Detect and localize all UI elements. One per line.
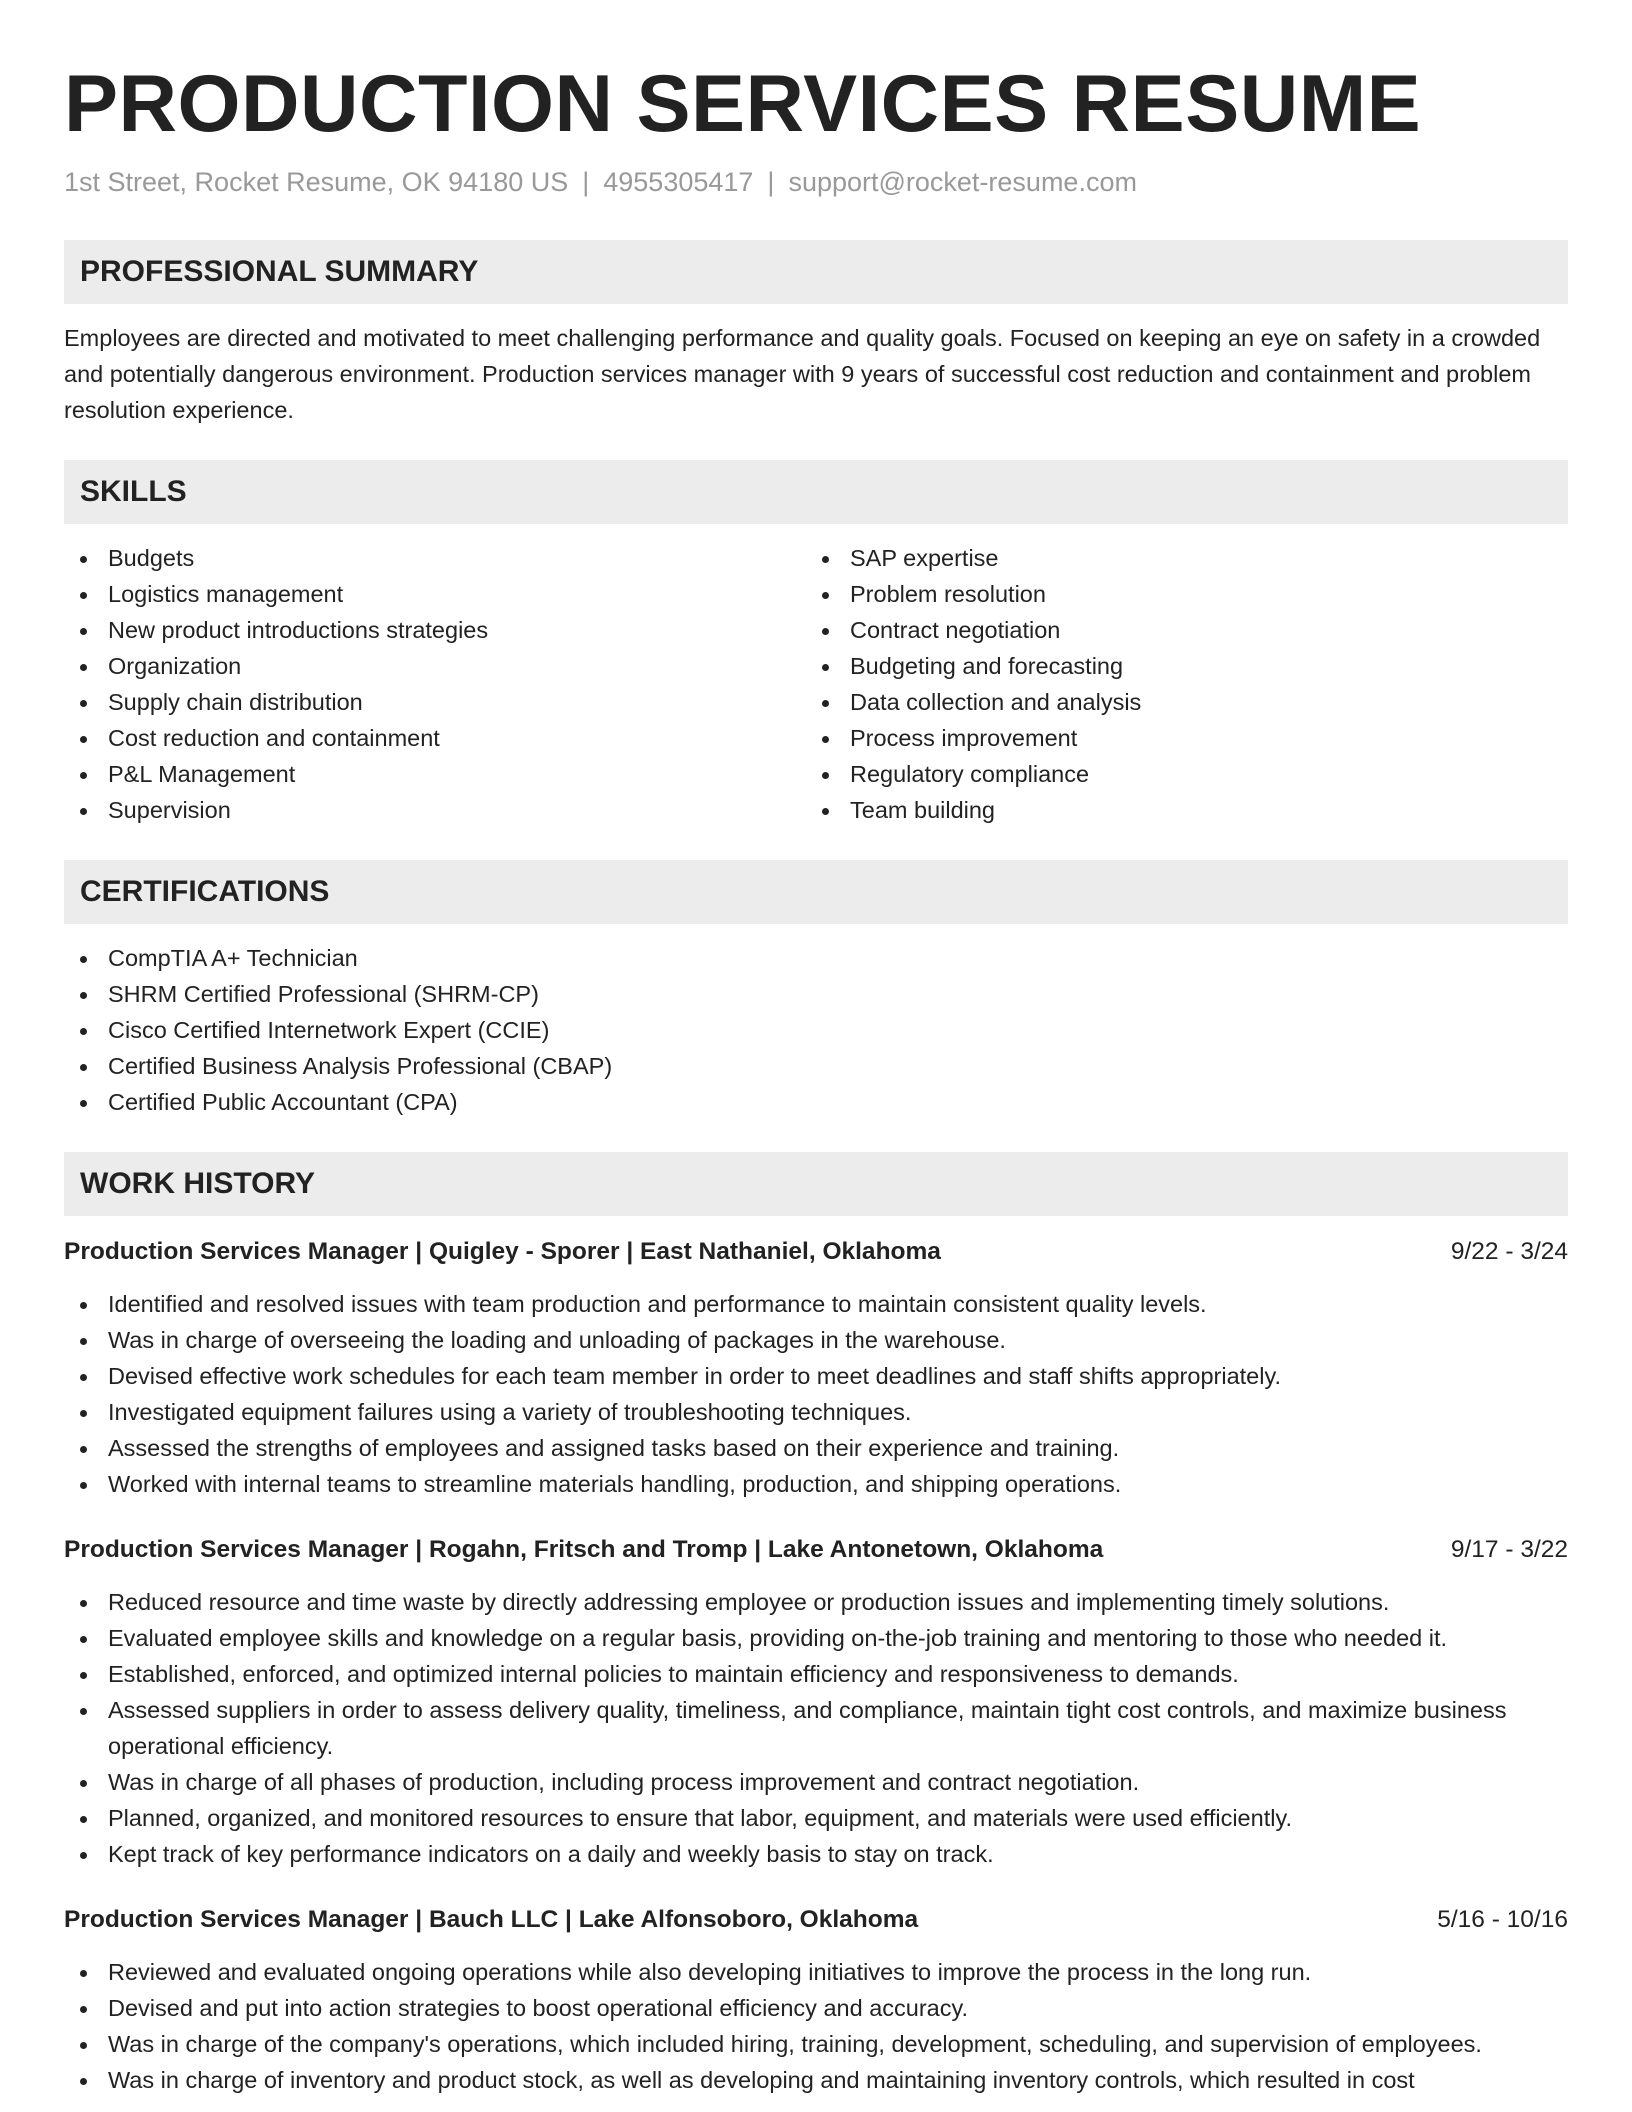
skill-item: P&L Management [64, 756, 806, 792]
responsibility-item: Evaluated employee skills and knowledge on a regular basis, providing on-the-job training and mentoring to those who needed it. [64, 1620, 1568, 1656]
contact-phone: 4955305417 [603, 167, 754, 197]
resume-title: PRODUCTION SERVICES RESUME [64, 59, 1422, 149]
skill-item: Budgeting and forecasting [806, 648, 1548, 684]
job-responsibilities [64, 1584, 1568, 1872]
section-heading-summary: PROFESSIONAL SUMMARY [64, 240, 1568, 304]
skill-item: Data collection and analysis [806, 684, 1548, 720]
responsibility-item: Worked with internal teams to streamline materials handling, production, and shipping operations. [64, 1466, 1568, 1502]
skill-item: Logistics management [64, 576, 806, 612]
skill-item: Supply chain distribution [64, 684, 806, 720]
job-header [64, 1234, 1568, 1270]
job-responsibilities [64, 1954, 1568, 2098]
skills-column-left [64, 540, 806, 828]
skill-item: New product introductions strategies [64, 612, 806, 648]
responsibility-item: Was in charge of overseeing the loading and unloading of packages in the warehouse. [64, 1322, 1568, 1358]
responsibility-item: Was in charge of inventory and product stock, as well as developing and maintaining inventory controls, which resulted in cost [64, 2062, 1568, 2098]
responsibility-item: Reduced resource and time waste by directly addressing employee or production issues and implementing timely solutions. [64, 1584, 1568, 1620]
skill-item: Organization [64, 648, 806, 684]
certification-item: Cisco Certified Internetwork Expert (CCIE) [64, 1012, 1568, 1048]
contact-line [64, 164, 1568, 200]
job-entry [64, 1902, 1568, 2098]
skill-item: Process improvement [806, 720, 1548, 756]
contact-address: 1st Street, Rocket Resume, OK 94180 US [64, 167, 569, 197]
work-history-list [64, 1234, 1568, 2098]
skills-grid [64, 540, 1568, 828]
certification-item: Certified Business Analysis Professional (CBAP) [64, 1048, 1568, 1084]
contact-separator: | [582, 167, 590, 197]
job-dates: 9/22 - 3/24 [1450, 1238, 1568, 1265]
skill-item: Cost reduction and containment [64, 720, 806, 756]
skills-column-right [806, 540, 1548, 828]
summary-text: Employees are directed and motivated to meet challenging performance and quality goals. Focused on keeping an eye on safety in a crowded and potentially dangerous environment. Production services manager with 9 years of successful cost reduction and containment and problem resolution experience. [64, 325, 1541, 423]
job-title: Production Services Manager | Quigley - Sporer | East Nathaniel, Oklahoma [64, 1238, 941, 1265]
skill-item: Team building [806, 792, 1548, 828]
certification-item: CompTIA A+ Technician [64, 940, 1568, 976]
certification-list [64, 940, 1568, 1120]
responsibility-item: Was in charge of all phases of production, including process improvement and contract negotiation. [64, 1764, 1568, 1800]
responsibility-item: Reviewed and evaluated ongoing operations while also developing initiatives to improve the process in the long run. [64, 1954, 1568, 1990]
job-title: Production Services Manager | Bauch LLC | Lake Alfonsoboro, Oklahoma [64, 1906, 919, 1933]
job-entry [64, 1234, 1568, 1502]
certification-item: SHRM Certified Professional (SHRM-CP) [64, 976, 1568, 1012]
job-header [64, 1902, 1568, 1938]
job-dates: 9/17 - 3/22 [1450, 1536, 1568, 1563]
section-heading-certifications: CERTIFICATIONS [64, 860, 1568, 924]
skill-item: Problem resolution [806, 576, 1548, 612]
responsibility-item: Devised and put into action strategies to boost operational efficiency and accuracy. [64, 1990, 1568, 2026]
job-entry [64, 1532, 1568, 1872]
job-dates: 5/16 - 10/16 [1437, 1906, 1568, 1933]
skill-item: Budgets [64, 540, 806, 576]
skill-item: Contract negotiation [806, 612, 1548, 648]
responsibility-item: Kept track of key performance indicators on a daily and weekly basis to stay on track. [64, 1836, 1568, 1872]
job-title: Production Services Manager | Rogahn, Fritsch and Tromp | Lake Antonetown, Oklahoma [64, 1536, 1104, 1563]
responsibility-item: Assessed suppliers in order to assess delivery quality, timeliness, and compliance, maintain tight cost controls, and maximize business operational efficiency. [64, 1692, 1568, 1764]
section-heading-work-history: WORK HISTORY [64, 1152, 1568, 1216]
skill-item: Regulatory compliance [806, 756, 1548, 792]
responsibility-item: Assessed the strengths of employees and assigned tasks based on their experience and training. [64, 1430, 1568, 1466]
skill-item: SAP expertise [806, 540, 1548, 576]
certification-item: Certified Public Accountant (CPA) [64, 1084, 1568, 1120]
responsibility-item: Planned, organized, and monitored resources to ensure that labor, equipment, and materials were used efficiently. [64, 1800, 1568, 1836]
contact-separator: | [767, 167, 775, 197]
job-header [64, 1532, 1568, 1568]
section-heading-skills: SKILLS [64, 460, 1568, 524]
responsibility-item: Identified and resolved issues with team production and performance to maintain consistent quality levels. [64, 1286, 1568, 1322]
responsibility-item: Was in charge of the company's operations, which included hiring, training, development, scheduling, and supervision of employees. [64, 2026, 1568, 2062]
responsibility-item: Investigated equipment failures using a variety of troubleshooting techniques. [64, 1394, 1568, 1430]
responsibility-item: Established, enforced, and optimized internal policies to maintain efficiency and responsiveness to demands. [64, 1656, 1568, 1692]
skill-item: Supervision [64, 792, 806, 828]
responsibility-item: Devised effective work schedules for each team member in order to meet deadlines and staff shifts appropriately. [64, 1358, 1568, 1394]
job-responsibilities [64, 1286, 1568, 1502]
contact-email: support@rocket-resume.com [788, 167, 1137, 197]
